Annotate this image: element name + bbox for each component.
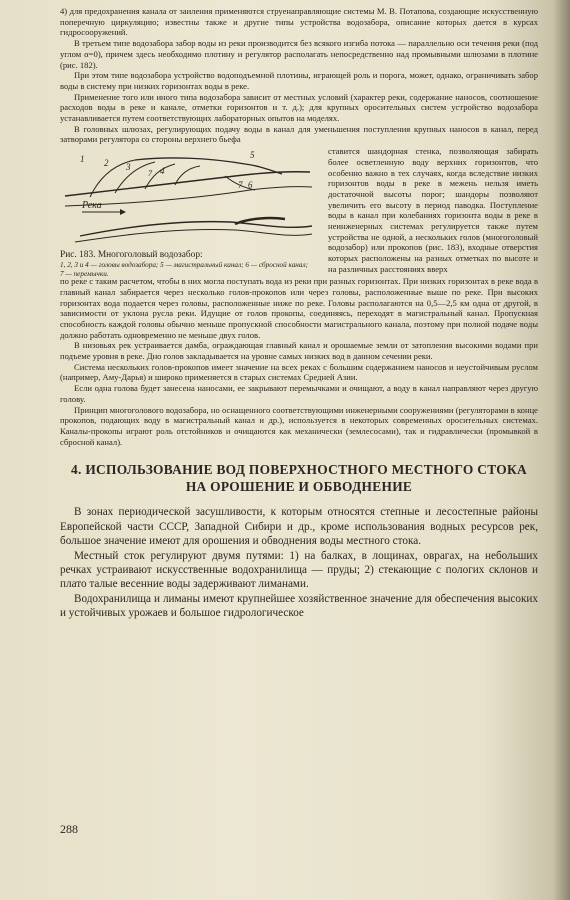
- multi-head-intake-diagram: [60, 146, 315, 246]
- page-number: 288: [60, 822, 78, 836]
- figure-caption: Рис. 183. Многоголовый водозабор:: [60, 250, 203, 261]
- side-text: ставится шандорная стенка, позволяющая забирать более осветленную воду верхних горизонтов, что особенно важно в тех случаях, когда вследствие низких горизонтов воды в реке в межень нельзя иметь достаточной высоты порог; шандоры позволяют увеличить его высоту в период паводка. Поступление воды в канал при колебаниях горизонта воды в реке в неинженерных системах регулируется также путем устройства не одной, а нескольких голов (многоголовый водозабор) или прокопов (рис. 183), входные отверстия которых расположены на разных отметках по высоте и на различных расстояниях вверх: [328, 146, 538, 274]
- paragraph-6: по реке с таким расчетом, чтобы в них могла поступать вода из реки при разных горизонтах. При низких горизонтах в реке вода в главный канал забирается через несколько голов-прокопов или через головы, расположенные выше по реке. При высоких горизонтах вода подается через головы, расположенные ниже по реке. Головы располагаются на 0,5—2,5 км одна от другой, в зависимости от уклона русла реки. Идущие от голов прокопы, соединяясь, переходят в магистральный канал. Пропускная способность каждой головы обычно меньше пропускной способности магистрального канала, поэтому при полной подаче воды должно работать одновременно не меньше двух голов.: [60, 276, 538, 340]
- label-6: 6: [248, 180, 253, 191]
- paragraph-3: При этом типе водозабора устройство водоподъемной плотины, играющей роль и порога, может, однако, ограничивать забор воды в систему при низких горизонтах воды в реке.: [60, 70, 538, 91]
- label-3: 3: [126, 162, 131, 173]
- paragraph-10: Принцип многоголового водозабора, но оснащенного соответствующими инженерными сооружениями (регуляторами в конце прокопов, подающих воду в магистральный канал и др.), используется в некоторых современных оросительных системах. Каналы-прокопы играют роль отстойников и очищаются как механически (землесосами), так и гидравлически (промывкой в сбросной канал).: [60, 404, 538, 447]
- paragraph-9: Если одна голова будет занесена наносами, ее закрывают перемычками и очищают, а воду в канал направляют через другую голову.: [60, 383, 538, 404]
- paragraph-13: Водохранилища и лиманы имеют крупнейшее хозяйственное значение для обеспечения высоких и устойчивых урожаев и большое гидрологическое: [60, 592, 538, 620]
- paragraph-8: Система нескольких голов-прокопов имеет значение на всех реках с большим содержанием наносов и неустойчивым руслом (например, Аму-Дарья) и широко применяется в старых системах Средней Азии.: [60, 361, 538, 383]
- paragraph-1: 4) для предохранения канала от заиления применяются струенаправляющие системы М. В. Потапова, создающие искусственную поперечную циркуляцию; известны также и другие типы устройства водозабора, описание которых дается в курсах гидросооружений.: [60, 6, 538, 38]
- figure-legend: 1, 2, 3 и 4 — головы водозабора; 5 — магистральный канал; 6 — сбросной канал; 7 — перемычки.: [60, 261, 308, 279]
- paragraph-4: Применение того или иного типа водозабора зависит от местных условий (характер реки, содержание наносов, соотношение расходов воды в реке и канале, отметки горизонтов и т. д.); для крупных оросительных систем устройство водозабора устанавливается путем соответствующих лабораторных опытов на моделях.: [60, 91, 538, 124]
- label-7b: 7: [148, 169, 152, 179]
- label-5: 5: [250, 150, 255, 161]
- label-7a: 7: [238, 180, 243, 191]
- section-heading: 4. ИСПОЛЬЗОВАНИЕ ВОД ПОВЕРХНОСТНОГО МЕСТНОГО СТОКА НА ОРОШЕНИЕ И ОБВОДНЕНИЕ: [71, 462, 527, 495]
- figure-caption-block: [60, 250, 310, 279]
- label-2: 2: [104, 158, 109, 169]
- paragraph-12: Местный сток регулируют двумя путями: 1) на балках, в лощинах, оврагах, на небольших речках устраивают искусственные водохранилища — пруды; 2) стекающие с пологих склонов и плато талые весенние воды задерживают лиманами.: [60, 549, 538, 591]
- paragraph-2: В третьем типе водозабора забор воды из реки производится без всякого изгиба потока — параллельно оси течения реки (под углом α=0), причем здесь необходимо плотину и регулятор располагать непосредственно над промывными шлюзами в плотине (рис. 182).: [60, 38, 538, 70]
- side-text-block: [328, 146, 538, 274]
- river-label: Река: [82, 200, 102, 212]
- figure-block: [60, 146, 538, 279]
- label-4: 4: [160, 166, 165, 177]
- paragraph-7: В низовьях рек устраивается дамба, ограждающая главный канал и орошаемые земли от затопления высокими водами при подъеме уровня в реке. Дно голов закладывается на уровне самых низких вод в данном сечении реки.: [60, 340, 538, 362]
- text-column: [60, 6, 538, 621]
- paragraph-11: В зонах периодической засушливости, к которым относятся степные и лесостепные районы Европейской части СССР, Западной Сибири и др., кроме использования водных ресурсов рек, большое значение имеют для орошения и обводнения воды местного стока.: [60, 506, 538, 548]
- paragraph-5: В головных шлюзах, регулирующих подачу воды в канал для уменьшения поступления крупных наносов в канал, перед затворами регулятора со стороны верхнего бьефа: [60, 123, 538, 145]
- label-1: 1: [80, 154, 85, 165]
